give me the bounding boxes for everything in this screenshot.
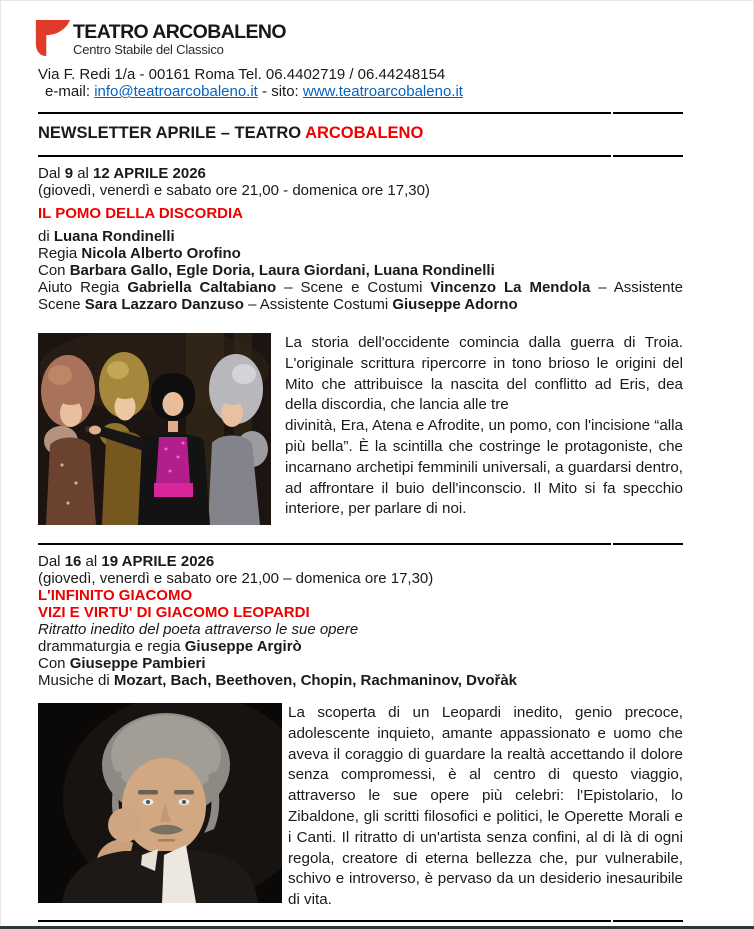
divider: [38, 543, 683, 545]
divider: [38, 920, 683, 922]
window-bottom-edge: [0, 926, 754, 929]
production-photo: [38, 333, 271, 525]
site-link[interactable]: www.teatroarcobaleno.it: [302, 83, 463, 100]
address-line: Via F. Redi 1/a - 00161 Roma Tel. 06.4402719 / 06.44248154: [38, 66, 446, 83]
date-line: Dal 9 al 12 APRILE 2026: [38, 165, 206, 182]
event-subtitle: Ritratto inedito del poeta attraverso le sue opere: [38, 621, 359, 638]
portrait-photo: [38, 703, 282, 903]
site-separator: - sito:: [257, 83, 303, 100]
divider: [38, 155, 683, 157]
contact-line: [38, 83, 683, 100]
schedule-line: (giovedì, venerdì e sabato ore 21,00 - domenica ore 17,30): [38, 182, 430, 199]
event-title: L'INFINITO GIACOMO: [38, 587, 193, 604]
description-paragraph: divinità, Era, Atena e Afrodite, un pomo, con l'incisione “alla più bella”. È la scintilla che costringe le protagoniste, che incarnano archetipi femminili universali, a guardarsi dentro, ad affrontare il buio dell'inconscio. Il Mito si fa specchio interiore, per parlare di noi.: [285, 417, 684, 518]
date-line: Dal 16 al 19 APRILE 2026: [38, 553, 215, 570]
description-paragraph: La scoperta di un Leopardi inedito, genio precoce, adolescente inquieto, amante appassionato e uomo che aveva il coraggio di guardare la realtà accettando il dolore senza compromessi, è al centro di questo viaggio, attraverso le sue opere più celebri: l'Epistolario, lo Zibaldone, gli scritti filosofici e politici, le Operette Morali e i Canti. Il ritratto di un'artista senza confini, al di là di ogni regola, creatore di eterna bellezza che, pur vulnerabile, schivo e introverso, è pervaso da un desiderio inesauribile di vita.: [288, 704, 683, 909]
newsletter-title-black: NEWSLETTER APRILE – TEATRO: [38, 124, 306, 142]
email-link[interactable]: info@teatroarcobaleno.it: [94, 83, 258, 100]
event-description: [285, 333, 683, 525]
credit-line-music: Musiche di Mozart, Bach, Beethoven, Chopin, Rachmaninov, Dvořàk: [38, 672, 517, 689]
event-description: [288, 703, 683, 911]
email-label: e-mail:: [45, 83, 95, 100]
red-flag-logo-icon: [33, 18, 71, 58]
credit-line-cast: Con Barbara Gallo, Egle Doria, Laura Giordani, Luana Rondinelli: [38, 262, 495, 279]
logo-title: TEATRO ARCOBALENO: [73, 21, 286, 43]
credit-line-author: di Luana Rondinelli: [38, 228, 175, 245]
credit-line-dramaturgy: drammaturgia e regia Giuseppe Argirò: [38, 638, 302, 655]
newsletter-title: [38, 124, 683, 143]
credit-line-crew: Aiuto Regia Gabriella Caltabiano – Scene e Costumi Vincenzo La Mendola – Assistente Scene Sara Lazzaro Danzuso – Assistente Costumi Giuseppe Adorno: [38, 279, 683, 313]
theatre-logo: [33, 18, 683, 58]
event-section-l-infinito-giacomo: [38, 553, 683, 911]
event-section-il-pomo-della-discordia: [38, 165, 683, 545]
newsletter-title-red: ARCOBALENO: [305, 124, 424, 142]
credit-line-director: Regia Nicola Alberto Orofino: [38, 245, 241, 262]
credit-line-cast: Con Giuseppe Pambieri: [38, 655, 206, 672]
event-title-line-2: VIZI E VIRTU' DI GIACOMO LEOPARDI: [38, 604, 310, 621]
description-paragraph: La storia dell'occidente comincia dalla guerra di Troia. L'originale scrittura ripercorre in tono brioso le origini del Mito che attribuisce la nascita del conflitto ad Eris, dea della discordia, che lancia alle tre: [285, 334, 683, 414]
logo-subtitle: Centro Stabile del Classico: [73, 42, 224, 58]
event-title: IL POMO DELLA DISCORDIA: [38, 205, 244, 222]
divider: [38, 112, 683, 114]
schedule-line: (giovedì, venerdì e sabato ore 21,00 – domenica ore 17,30): [38, 570, 434, 587]
